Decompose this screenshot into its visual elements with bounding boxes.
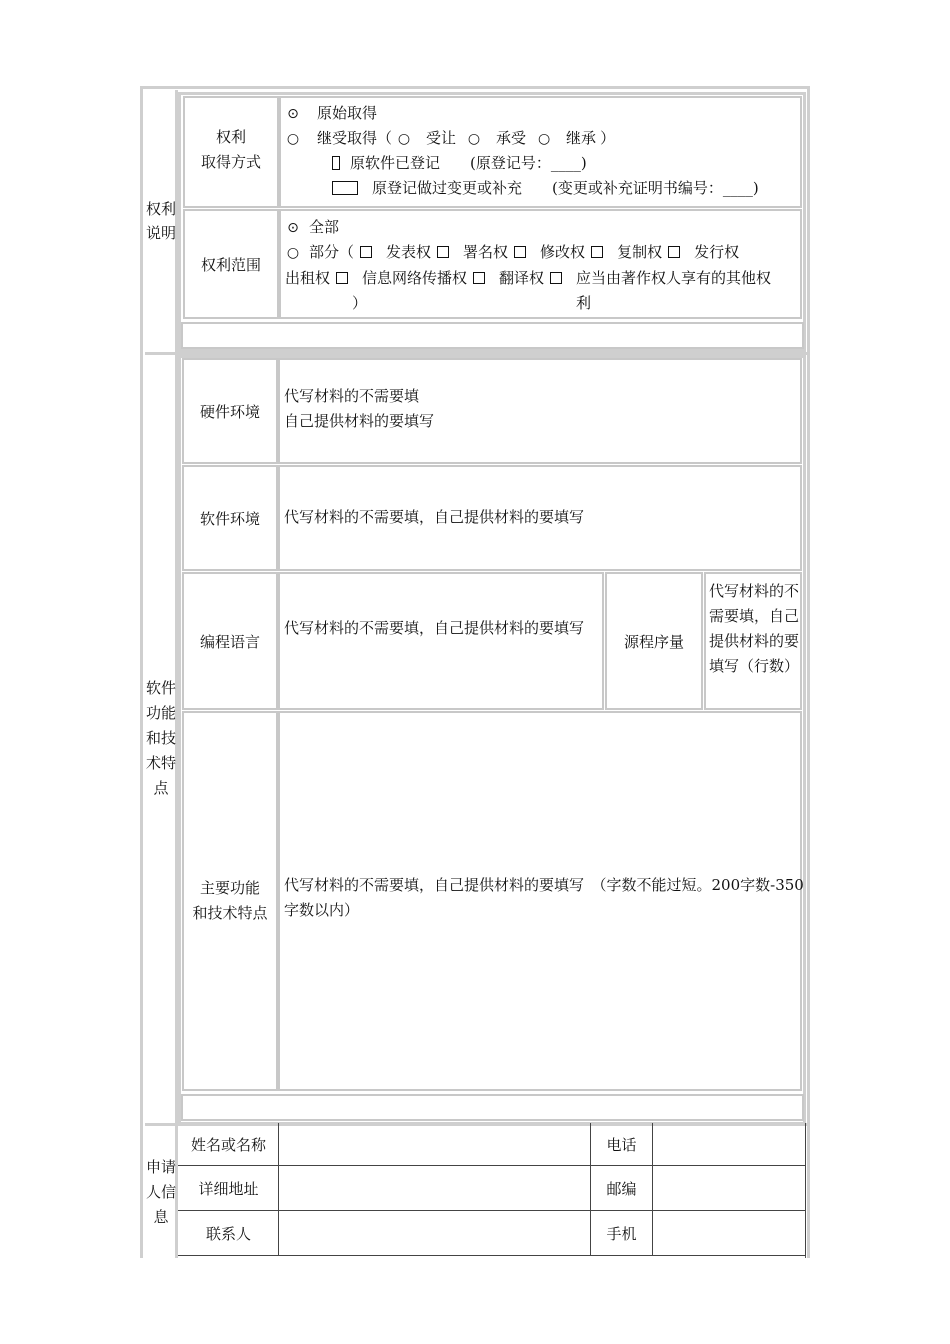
hardware-value-line1: 代写材料的不需要填 [284, 387, 420, 405]
scope-item-rent: 出租权 [285, 269, 331, 287]
features-label [182, 711, 278, 1091]
applicant-section-label: 申请 人信 息 [145, 1157, 176, 1226]
applicant-address-input[interactable] [279, 1166, 590, 1210]
acquire-label-line2: 取得方式 [200, 153, 261, 171]
checkbox-icon[interactable] [336, 272, 348, 284]
radio-unchecked-icon: ○ [286, 131, 300, 147]
source-lines-value: 代写材料的不需要填，自己提供材料的要填写（行数） [709, 582, 800, 675]
acquire-original-option[interactable] [285, 101, 377, 127]
acquire-opt-assume: 承受 [496, 129, 527, 147]
acquire-registered-label: 原软件已登记 [350, 154, 441, 172]
features-value: 代写材料的不需要填，自己提供材料的要填写 （字数不能过短。200字数-350字数以内） [284, 876, 804, 919]
rights-section-label: 权利 说明 [145, 200, 176, 242]
acquire-changed-note: (变更或补充证明书编号：____) [552, 179, 759, 197]
scope-item-translate: 翻译权 [499, 269, 545, 287]
radio-unchecked-icon[interactable]: ○ [467, 131, 481, 147]
software-spacer-row [181, 1094, 804, 1121]
checkbox-icon[interactable] [514, 246, 526, 258]
checkbox-icon[interactable] [332, 181, 358, 195]
hardware-value-line2: 自己提供材料的要填写 [284, 412, 435, 430]
software-section-label: 软件 功能 和技 术特 点 [145, 678, 176, 797]
scope-item-copy: 复制权 [617, 243, 663, 261]
hardware-value [284, 384, 794, 434]
features-label-line1: 主要功能 [199, 879, 260, 897]
scope-close-paren: ） [352, 294, 368, 312]
rights-spacer-row [181, 322, 804, 349]
scope-item-modify: 修改权 [540, 243, 586, 261]
applicant-contact-input[interactable] [279, 1211, 590, 1255]
scope-item-distribute: 发行权 [694, 243, 740, 261]
acquire-changed-option[interactable] [332, 176, 759, 201]
scope-part-label: 部分（ [309, 243, 355, 261]
hardware-label: 硬件环境 [199, 402, 260, 421]
acquire-registered-option[interactable] [332, 151, 587, 176]
acquire-label [183, 124, 279, 176]
applicant-contact-label: 联系人 [205, 1224, 251, 1243]
applicant-postcode-label: 邮编 [606, 1179, 637, 1198]
acquire-changed-label: 原登记做过变更或补充 [372, 179, 523, 197]
scope-part-line1[interactable] [285, 240, 739, 266]
acquire-original-label: 原始取得 [317, 104, 378, 122]
scope-item-network: 信息网络传播权 [362, 269, 468, 287]
applicant-name-input[interactable] [279, 1124, 590, 1165]
radio-unchecked-icon[interactable]: ○ [397, 131, 411, 147]
acquire-close-paren: ） [600, 129, 616, 147]
scope-all-option[interactable] [285, 215, 339, 241]
applicant-postcode-input[interactable] [653, 1166, 805, 1210]
acquire-inherit-option[interactable] [285, 126, 615, 152]
acquire-opt-transfer: 受让 [426, 129, 457, 147]
source-lines-label: 源程序量 [623, 632, 684, 651]
software-env-value: 代写材料的不需要填，自己提供材料的要填写 [284, 508, 585, 526]
checkbox-icon[interactable] [437, 246, 449, 258]
radio-checked-icon: ⊙ [287, 106, 299, 122]
acquire-opt-inherit: 继承 [566, 129, 597, 147]
scope-item-authorship: 署名权 [463, 243, 509, 261]
scope-item-publish: 发表权 [386, 243, 432, 261]
language-value-cell [278, 572, 604, 710]
scope-all-label: 全部 [309, 218, 340, 236]
applicant-phone-input[interactable] [653, 1124, 805, 1165]
language-value: 代写材料的不需要填，自己提供材料的要填写 [284, 619, 585, 637]
scope-label: 权利范围 [200, 255, 261, 274]
scope-item-other: 应当由著作权人享有的其他权利 [576, 269, 772, 312]
acquire-inherit-label: 继受取得（ [317, 129, 393, 147]
checkbox-icon[interactable] [668, 246, 680, 258]
acquire-registered-note: (原登记号：____) [470, 154, 587, 172]
applicant-address-label: 详细地址 [198, 1179, 259, 1198]
software-env-label: 软件环境 [199, 509, 260, 528]
radio-unchecked-icon: ○ [286, 245, 300, 261]
language-label: 编程语言 [199, 632, 260, 651]
applicant-name-label: 姓名或名称 [190, 1136, 266, 1154]
applicant-mobile-input[interactable] [653, 1211, 805, 1255]
checkbox-icon[interactable] [360, 246, 372, 258]
features-label-line2: 和技术特点 [192, 904, 268, 922]
applicant-mobile-label: 手机 [606, 1224, 637, 1243]
checkbox-icon[interactable] [550, 272, 562, 284]
radio-unchecked-icon[interactable]: ○ [537, 131, 551, 147]
radio-checked-icon: ⊙ [287, 220, 299, 236]
acquire-label-line1: 权利 [215, 128, 246, 146]
checkbox-icon[interactable] [332, 156, 340, 170]
checkbox-icon[interactable] [591, 246, 603, 258]
applicant-phone-label: 电话 [606, 1136, 637, 1154]
checkbox-icon[interactable] [473, 272, 485, 284]
